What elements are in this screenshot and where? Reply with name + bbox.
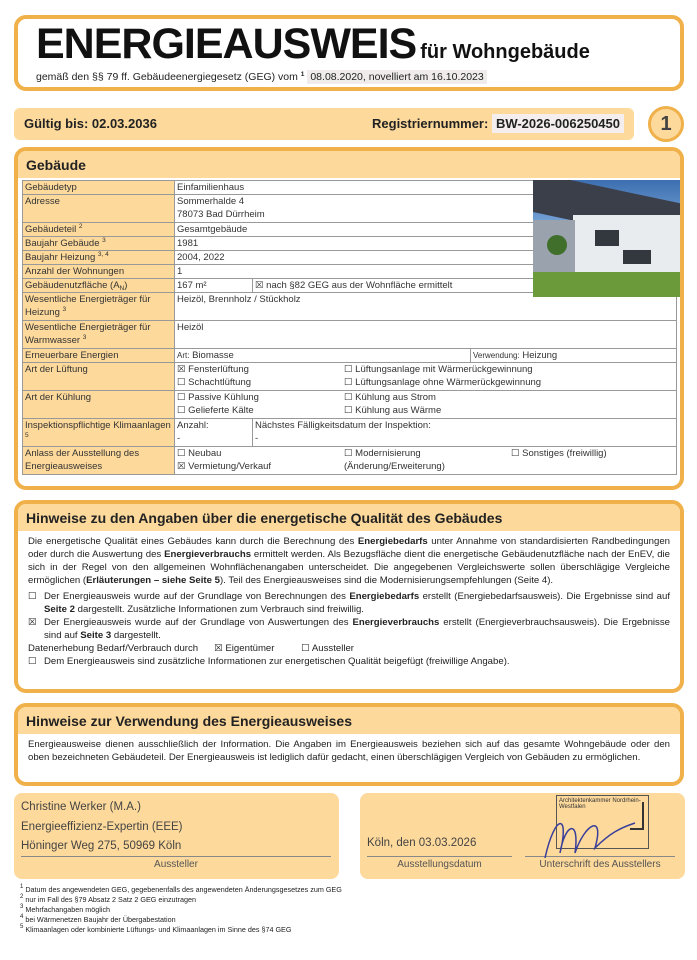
datenerhebung: Datenerhebung Bedarf/Verbrauch durch ☒ Eigentümer ☐ Aussteller	[28, 643, 354, 654]
building-section	[14, 147, 684, 490]
checkbox-neubau[interactable]: ☐ Neubau	[177, 448, 222, 459]
subtitle: gemäß den §§ 79 ff. Gebäudeenergiegesetz (GEG) vom $^1$ 08.08.2020, novelliert am 16.10.2023	[36, 71, 487, 84]
page-number: 1	[648, 106, 684, 142]
checkbox-passive-kuehlung[interactable]: ☐ Passive Kühlung	[177, 392, 259, 403]
issue-date: Köln, den 03.03.2026	[367, 837, 477, 849]
document-title: ENERGIEAUSWEIS für Wohngebäude	[36, 20, 590, 68]
hinweise-text: Die energetische Qualität eines Gebäudes kann durch die Berechnung des Energiebedarfs unter Annahme von standardisierten Randbedingungen oder durch die Auswertung des Energieverbrauchs ermittelt werden. Als Bezugsfläche dient die energetische Gebäudenutzfläche nach der EnEV, die sich in der Regel von den allgemeinen Wohnflächenangaben unterscheidet. Die angegebenen Vergleichswerte sollen überschlägige Vergleiche ermöglichen (Erläuterungen – siehe Seite 5). Teil des Energieausweises sind die Modernisierungsempfehlungen (Seite 4).	[28, 536, 671, 586]
checkbox-eigentuemer[interactable]: ☒ Eigentümer	[214, 643, 275, 654]
registration: Registriernummer: BW-2026-006250450	[372, 116, 624, 131]
title-suffix: für Wohngebäude	[420, 41, 590, 63]
checkbox-verbrauchsausweis[interactable]: ☒ Der Energieausweis wurde auf der Grundlage von Auswertungen des Energieverbrauchs erstellt (Energieverbrauchsausweis). Die Ergebnisse sind auf Seite 3 dargestellt.	[28, 617, 670, 641]
signature	[535, 803, 645, 863]
checkbox-sonstiges[interactable]: ☐ Sonstiges (freiwillig)	[511, 448, 607, 459]
checkbox-zusatzinfo[interactable]: ☐ Dem Energieausweis sind zusätzliche Informationen zur energetischen Qualität beigefügt (freiwillige Angabe).	[28, 656, 510, 667]
verwendung-text: Energieausweise dienen ausschließlich der Information. Die Angaben im Energieausweis beziehen sich auf das gesamte Wohngebäude oder den oben bezeichneten Gebäudeteil. Der Energieausweis ist lediglich dafür gedacht, einen überschlägigen Vergleich von Gebäuden zu ermöglichen.	[28, 739, 670, 763]
checkbox-lueftung-ohne-wrg[interactable]: ☐ Lüftungsanlage ohne Wärmerückgewinnung	[344, 377, 542, 388]
checkbox-vermietung-verkauf[interactable]: ☒ Vermietung/Verkauf	[177, 461, 272, 472]
building-table: Gebäudetyp Einfamilienhaus Adresse Sommerhalde 4 78073 Bad Dürrheim Gebäudeteil $^2$ Gesamtgebäude Baujahr Gebäude $^3$ 1981 Baujahr Heizung $^{3, 4}$ 2004, 2022 Anzahl der Wohnungen 1 Gebäudenutzfläche $(A_N)$ 167 m² ☒ nach §82 GEG aus der Wohnfläche ermittelt Wesentliche Energieträger für Heizung $^3$ Heizöl, Brennholz / Stückholz Wesentliche Energieträger für Warmwasser $^3$ Heizöl Erneuerbare Energien Art: Biomasse Verwendung: Heizung Art der Lüftung ☒ Fensterlüftung ☐ Lüftungsanlage mit Wärmerückgewinnung ☐ Schachtlüftung ☐ Lüftungsanlage ohne Wärmerückgewinnung Art der Kühlung ☐ Passive Kühlung ☐ Kühlung aus Strom ☐ Gelieferte Kälte ☐ Kühlung aus Wärme Inspektionspflichtige Klimaanlagen $^5$ Anzahl: - Nächstes Fälligkeitsdatum der Inspektion: - Anlass der Ausstellung des Energieausweises ☐ Neubau ☐ Modernisierung ☐ Sonstiges (freiwillig) ☒ Vermietung/Verkauf (Änderung/Erweiterung)	[22, 180, 677, 475]
section-title: Gebäude	[18, 151, 680, 178]
verwendung-section	[14, 703, 684, 786]
checkbox-kuehlung-strom[interactable]: ☐ Kühlung aus Strom	[344, 392, 436, 403]
section-title: Hinweise zur Verwendung des Energieausweises	[18, 707, 680, 734]
signature-box: Köln, den 03.03.2026 Ausstellungsdatum Unterschrift des Ausstellers Architektenkammer Nordrhein-Westfalen	[360, 793, 685, 879]
checkbox-kuehlung-waerme[interactable]: ☐ Kühlung aus Wärme	[344, 405, 442, 416]
checkbox-lueftung-mit-wrg[interactable]: ☐ Lüftungsanlage mit Wärmerückgewinnung	[344, 364, 533, 375]
registration-number: BW-2026-006250450	[492, 114, 624, 133]
chamber-stamp: Architektenkammer Nordrhein-Westfalen	[556, 795, 649, 849]
checkbox-aussteller[interactable]: ☐ Aussteller	[301, 643, 354, 654]
checkbox-modernisierung[interactable]: ☐ Modernisierung	[344, 448, 421, 459]
checkbox-schachtlueftung[interactable]: ☐ Schachtlüftung	[177, 377, 252, 388]
building-photo	[533, 180, 680, 297]
checkbox-bedarfsausweis[interactable]: ☐ Der Energieausweis wurde auf der Grundlage von Berechnungen des Energiebedarfs erstellt (Energiebedarfsausweis). Die Ergebnisse sind auf Seite 2 dargestellt. Zusätzliche Informationen zum Verbrauch sind freiwillig.	[28, 591, 670, 615]
header-box	[14, 15, 684, 91]
section-title: Hinweise zu den Angaben über die energetische Qualität des Gebäudes	[18, 504, 680, 531]
valid-until: Gültig bis: 02.03.2036	[24, 116, 157, 131]
hinweise-section	[14, 500, 684, 693]
issuer-box: Christine Werker (M.A.) Energieeffizienz-Expertin (EEE) Höninger Weg 275, 50969 Köln Aussteller	[14, 793, 339, 879]
checkbox-fensterlueftung[interactable]: ☒ Fensterlüftung	[177, 364, 249, 375]
footnotes: $^1$ Datum des angewendeten GEG, gegebenenfalls des angewendeten Änderungsgesetzes zum GEG $^2$ nur im Fall des §79 Absatz 2 Satz 2 GEG einzutragen $^3$ Mehrfachangaben möglich $^4$ bei Wärmenetzen Baujahr der Übergabestation $^5$ Klimaanlagen oder kombinierte Lüftungs- und Klimaanlagen im Sinne des §74 GEG	[20, 884, 342, 934]
law-date: 08.08.2020, novelliert am 16.10.2023	[307, 70, 486, 84]
validity-bar	[14, 108, 634, 140]
checkbox-gelieferte-kaelte[interactable]: ☐ Gelieferte Kälte	[177, 405, 254, 416]
